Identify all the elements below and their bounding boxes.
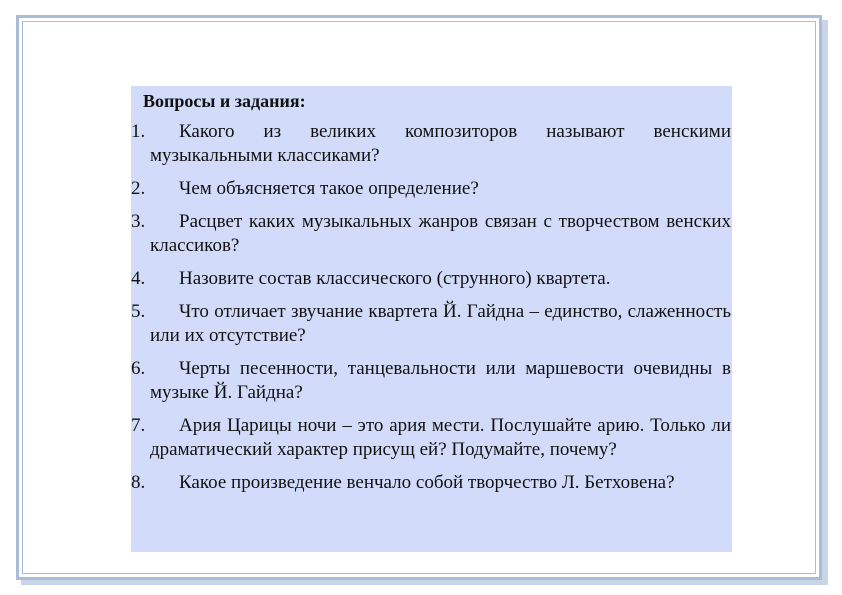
questions-list — [131, 120, 731, 504]
question-number: 1. — [131, 121, 146, 142]
question-item-3 — [131, 210, 731, 258]
question-text: Назовите состав классического (струнного) квартета. — [179, 268, 611, 289]
question-text: Чем объясняется такое определение? — [179, 178, 479, 199]
question-text: Расцвет каких музыкальных жанров связан с творчеством венских классиков? — [150, 211, 731, 256]
question-item-1 — [131, 120, 731, 168]
question-number: 6. — [131, 358, 146, 379]
question-number: 3. — [131, 211, 146, 232]
question-number: 2. — [131, 178, 146, 199]
question-number: 7. — [131, 415, 146, 436]
question-text: Ария Царицы ночи – это ария мести. Послушайте арию. Только ли драматический характер присущ ей? Подумайте, почему? — [150, 415, 731, 460]
question-number: 8. — [131, 472, 146, 493]
question-item-8 — [131, 471, 731, 495]
question-item-2 — [131, 177, 731, 201]
question-item-4 — [131, 267, 731, 291]
question-text: Какого из великих композиторов называют венскими музыкальными классиками? — [150, 121, 731, 166]
question-item-6 — [131, 357, 731, 405]
question-text: Черты песенности, танцевальности или маршевости очевидны в музыке Й. Гайдна? — [150, 358, 731, 403]
question-number: 5. — [131, 301, 146, 322]
question-item-5 — [131, 300, 731, 348]
question-text: Что отличает звучание квартета Й. Гайдна – единство, слаженность или их отсутствие? — [150, 301, 731, 346]
questions-heading: Вопросы и задания: — [143, 91, 306, 111]
question-text: Какое произведение венчало собой творчество Л. Бетховена? — [179, 472, 675, 493]
frame-shadow-right — [822, 20, 828, 583]
question-item-7 — [131, 414, 731, 462]
question-number: 4. — [131, 268, 146, 289]
frame-shadow-bottom — [21, 580, 828, 585]
